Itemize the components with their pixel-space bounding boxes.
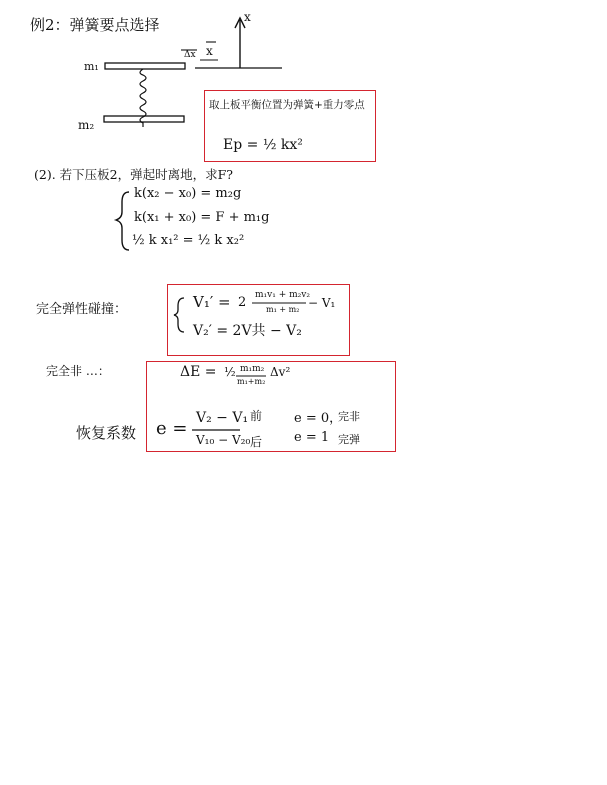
- elastic-label: 完全弹性碰撞：: [36, 302, 128, 317]
- v1-numerator: m₁v₁ + m₂v₂: [255, 290, 310, 300]
- restitution-label: 恢复系数: [76, 424, 137, 442]
- after-label: 后: [250, 435, 263, 449]
- equation-2: k(x₁ + x₀) = F + m₁g: [134, 210, 270, 225]
- v1-coefficient: 2: [238, 295, 247, 310]
- e-lhs: e =: [156, 418, 188, 439]
- e-denominator: V₁₀ − V₂₀: [196, 433, 251, 447]
- delta-e-tail: Δv²: [270, 365, 291, 379]
- inelastic-label: 完全非 …：: [46, 364, 110, 378]
- x-bar-label: x: [206, 44, 213, 58]
- spring: [140, 69, 146, 127]
- delta-e-coefficient: ½: [224, 365, 236, 379]
- e-one-desc: 完弹: [338, 433, 360, 446]
- delta-e-numerator: m₁m₂: [240, 364, 265, 374]
- m1-label: m₁: [84, 60, 99, 73]
- equation-1: k(x₂ − x₀) = m₂g: [134, 186, 242, 201]
- v1-prime-lhs: V₁′ =: [193, 293, 231, 311]
- v1-denominator: m₁ + m₂: [266, 305, 300, 314]
- plate-m1: [105, 63, 185, 69]
- e-zero-desc: 完非: [338, 410, 360, 423]
- example-title: 例2：弹簧要点选择: [30, 16, 160, 34]
- v1-tail: − V₁: [308, 296, 336, 310]
- equation-brace: [116, 192, 129, 250]
- before-label: 前: [250, 409, 263, 423]
- e-numerator: V₂ − V₁: [196, 410, 249, 426]
- part2-question: (2). 若下压板2，弹起时离地，求F?: [34, 167, 233, 182]
- ep-formula: Ep = ½ kx²: [223, 137, 303, 153]
- delta-e-denominator: m₁+m₂: [237, 377, 266, 386]
- v2-prime: V₂′ = 2V共 − V₂: [193, 323, 302, 339]
- e-one-case: e = 1: [294, 430, 330, 445]
- delta-x-label: Δx: [184, 50, 196, 60]
- delta-e-lhs: ΔE =: [180, 364, 217, 380]
- axis-x-label: x: [244, 10, 251, 24]
- equation-3: ½ k x₁² = ½ k x₂²: [132, 233, 245, 248]
- note-box: [204, 90, 376, 162]
- note-line: 取上板平衡位置为弹簧+重力零点: [209, 99, 365, 111]
- e-zero-case: e = 0，: [294, 411, 343, 426]
- m2-label: m₂: [78, 118, 95, 132]
